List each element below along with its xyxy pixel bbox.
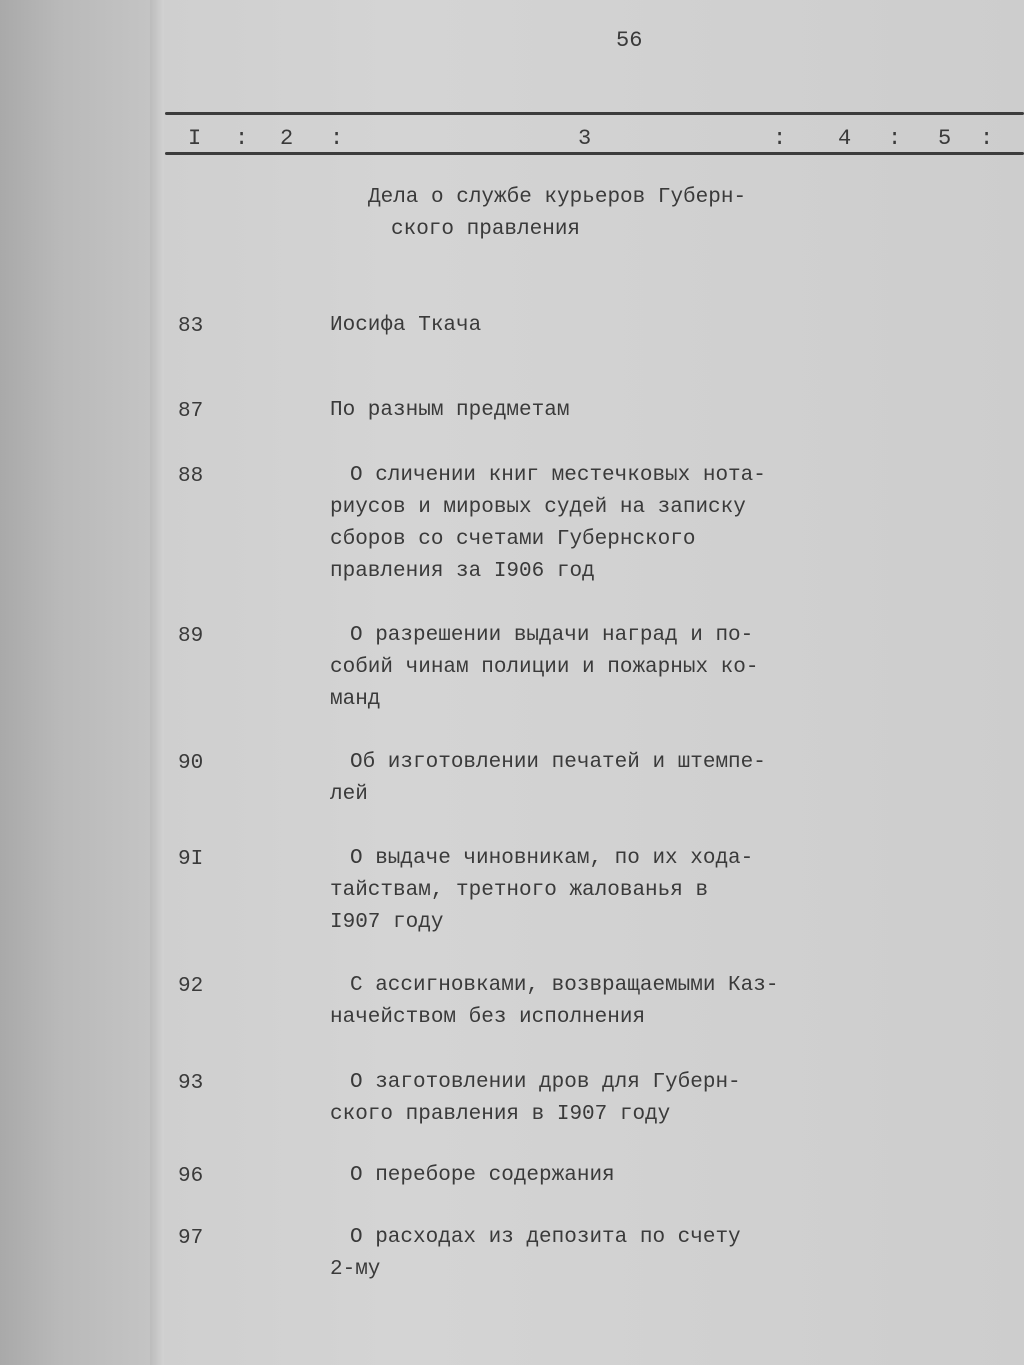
col-sep: : — [773, 126, 787, 151]
column-5: 5 — [938, 126, 952, 151]
entry-number: 9I — [178, 848, 204, 871]
heading-line: Дела о службе курьеров Губерн- — [368, 186, 747, 209]
entry-title-line: По разным предметам — [330, 399, 570, 422]
entry-title-line: С ассигновками, возвращаемыми Каз- — [350, 974, 779, 997]
entry-title-line: тайствам, третного жалованья в — [330, 879, 709, 902]
entry-title — [330, 1067, 741, 1131]
entry-number: 87 — [178, 400, 204, 423]
entry-title-line: риусов и мировых судей на записку — [330, 496, 746, 519]
entry-title-line: сборов со счетами Губернского — [330, 528, 696, 551]
entry-number: 93 — [178, 1072, 204, 1095]
entry-number: 83 — [178, 315, 204, 338]
column-2: 2 — [280, 126, 294, 151]
header-top-rule — [165, 112, 1024, 115]
entry-title — [330, 460, 766, 588]
entry-number: 88 — [178, 465, 204, 488]
entry-number: 97 — [178, 1227, 204, 1250]
entry-number: 89 — [178, 625, 204, 648]
entry-number: 96 — [178, 1165, 204, 1188]
entry-title — [330, 843, 753, 939]
entry-title-line: I907 году — [330, 911, 444, 934]
entry-title-line: ского правления в I907 году — [330, 1103, 671, 1126]
entry-title — [330, 1160, 615, 1192]
entry-title — [330, 310, 481, 342]
entry-title-line: 2-му — [330, 1258, 381, 1281]
entry-title-line: О заготовлении дров для Губерн- — [350, 1071, 741, 1094]
entry-title-line: правления за I906 год — [330, 560, 595, 583]
entry-title-line: манд — [330, 688, 381, 711]
column-1: I — [188, 126, 202, 151]
col-sep: : — [980, 126, 994, 151]
page-number: 56 — [616, 28, 643, 53]
entry-title-line: О переборе содержания — [350, 1164, 615, 1187]
entry-title-line: О сличении книг местечковых нота- — [350, 464, 766, 487]
heading-line: ского правления — [391, 218, 581, 241]
entry-title-line: начейством без исполнения — [330, 1006, 646, 1029]
page-fold — [150, 0, 164, 1365]
entry-title-line: О расходах из депозита по счету — [350, 1226, 741, 1249]
entry-title-line: О разрешении выдачи наград и по- — [350, 624, 754, 647]
entry-title-line: Иосифа Ткача — [330, 314, 482, 337]
entry-title-line: Об изготовлении печатей и штемпе- — [350, 751, 766, 774]
entry-title — [330, 395, 569, 427]
entry-title — [330, 747, 766, 811]
entry-title-line: лей — [330, 783, 368, 806]
entry-title — [330, 1222, 741, 1286]
entry-number: 92 — [178, 975, 204, 998]
col-sep: : — [235, 126, 249, 151]
entry-title — [330, 620, 758, 716]
col-sep: : — [888, 126, 902, 151]
entry-title-line: собий чинам полиции и пожарных ко- — [330, 656, 759, 679]
header-bottom-rule — [165, 152, 1024, 155]
section-heading — [368, 182, 746, 246]
entry-title-line: О выдаче чиновникам, по их хода- — [350, 847, 754, 870]
entry-title — [330, 970, 778, 1034]
col-sep: : — [330, 126, 344, 151]
column-4: 4 — [838, 126, 852, 151]
column-3: 3 — [578, 126, 592, 151]
entry-number: 90 — [178, 752, 204, 775]
